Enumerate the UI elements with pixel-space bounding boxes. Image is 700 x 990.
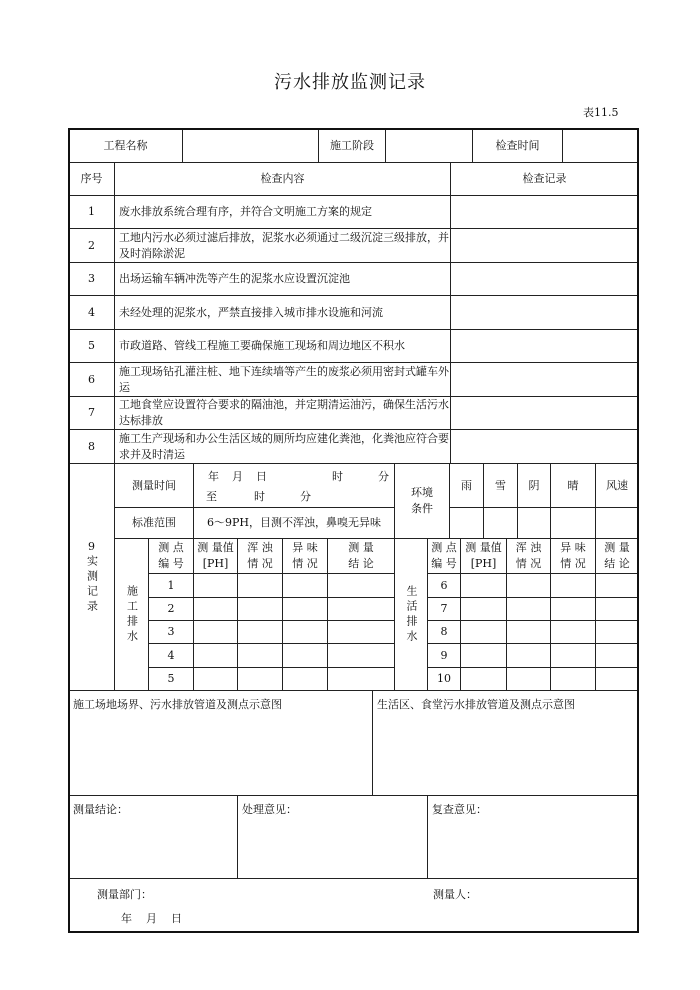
col-ph-value: 测 量值 [PH] (193, 538, 238, 574)
measure-cell[interactable] (237, 597, 283, 621)
measure-cell[interactable] (237, 667, 283, 691)
measure-cell[interactable] (282, 620, 328, 644)
item-no: 7 (68, 396, 115, 430)
section-9-label (68, 463, 115, 691)
item-content: 出场运输车辆冲洗等产生的泥浆水应设置沉淀池 (114, 262, 451, 296)
measure-cell[interactable] (460, 597, 507, 621)
item-record[interactable] (450, 329, 639, 363)
item-content: 市政道路、管线工程施工要确保施工现场和周边地区不积水 (114, 329, 451, 363)
point-number: 2 (148, 597, 194, 621)
measure-cell[interactable] (327, 620, 395, 644)
point-number: 5 (148, 667, 194, 691)
item-record[interactable] (450, 396, 639, 430)
measure-cell[interactable] (595, 597, 639, 621)
measure-cell[interactable] (595, 643, 639, 668)
project-name-field[interactable] (182, 128, 319, 163)
item-record[interactable] (450, 295, 639, 330)
project-name-label: 工程名称 (68, 128, 183, 163)
point-number: 9 (427, 643, 461, 668)
item-content: 施工现场钻孔灌注桩、地下连续墙等产生的废浆必须用密封式罐车外运 (114, 362, 451, 397)
item-no: 1 (68, 195, 115, 229)
construction-drainage-label: 施工排水 (114, 538, 149, 691)
item-no: 6 (68, 362, 115, 397)
measurer-label: 测量人： (433, 888, 477, 901)
col-point-no: 测 点 编 号 (148, 538, 194, 574)
measure-cell[interactable] (193, 643, 238, 668)
measure-cell[interactable] (193, 573, 238, 598)
check-time-label: 检查时间 (472, 128, 563, 163)
measure-cell[interactable] (282, 667, 328, 691)
section-9-title: 实测记录 (85, 554, 99, 615)
col-conclusion: 测 量 结 论 (327, 538, 395, 574)
measure-cell[interactable] (237, 573, 283, 598)
living-drainage-label: 生活排水 (394, 538, 428, 691)
measure-dept-label: 测量部门： (97, 888, 152, 901)
hour-label: 时 (254, 490, 265, 503)
env-rain: 雨 (449, 463, 484, 508)
stage-label: 施工阶段 (318, 128, 386, 163)
measure-cell[interactable] (460, 667, 507, 691)
standard-range-value: 6～9PH，目测不浑浊，鼻嗅无异味 (193, 507, 395, 539)
measure-cell[interactable] (550, 620, 596, 644)
item-record[interactable] (450, 262, 639, 296)
col-no-header: 序号 (68, 162, 115, 196)
col-ph-value: 测 量值 [PH] (460, 538, 507, 574)
point-number: 10 (427, 667, 461, 691)
item-no: 3 (68, 262, 115, 296)
living-sketch-area[interactable]: 生活区、食堂污水排放管道及测点示意图 (372, 690, 639, 796)
env-sunny: 晴 (550, 463, 596, 508)
item-content: 工地内污水必须过滤后排放，泥浆水必须通过二级沉淀三级排放，并及时消除淤泥 (114, 228, 451, 263)
measure-cell[interactable] (237, 620, 283, 644)
day-label: 日 (256, 470, 267, 483)
item-content: 工地食堂应设置符合要求的隔油池，并定期清运油污，确保生活污水达标排放 (114, 396, 451, 430)
measure-cell[interactable] (460, 643, 507, 668)
measure-cell[interactable] (282, 597, 328, 621)
item-record[interactable] (450, 228, 639, 263)
measure-cell[interactable] (550, 667, 596, 691)
form-code: 表11.5 (583, 106, 619, 119)
point-number: 1 (148, 573, 194, 598)
item-no: 4 (68, 295, 115, 330)
col-point-no: 测 点 编 号 (427, 538, 461, 574)
measure-cell[interactable] (506, 667, 551, 691)
point-number: 7 (427, 597, 461, 621)
measure-time-label: 测量时间 (114, 463, 194, 508)
measure-cell[interactable] (506, 597, 551, 621)
measure-cell[interactable] (282, 573, 328, 598)
env-wind-speed-field[interactable] (595, 507, 639, 539)
measure-cell[interactable] (327, 643, 395, 668)
item-content: 未经处理的泥浆水，严禁直接排入城市排水设施和河流 (114, 295, 451, 330)
env-condition-label: 环境条件 (394, 463, 450, 539)
measure-cell[interactable] (327, 667, 395, 691)
measure-cell[interactable] (595, 667, 639, 691)
col-record-header: 检查记录 (450, 162, 639, 196)
item-content: 废水排放系统合理有序，并符合文明施工方案的规定 (114, 195, 451, 229)
measure-cell[interactable] (237, 643, 283, 668)
item-record[interactable] (450, 429, 639, 464)
stage-field[interactable] (385, 128, 473, 163)
review-opinion-field[interactable]: 复查意见： (427, 795, 639, 879)
signature-area (68, 878, 639, 933)
item-no: 8 (68, 429, 115, 464)
point-number: 6 (427, 573, 461, 598)
measure-cell[interactable] (550, 597, 596, 621)
col-turbidity: 浑 浊 情 况 (506, 538, 551, 574)
measure-cell[interactable] (193, 597, 238, 621)
env-overcast: 阴 (517, 463, 551, 508)
measure-time-field[interactable] (193, 463, 395, 508)
env-sunny-field[interactable] (550, 507, 596, 539)
measure-cell[interactable] (460, 573, 507, 598)
to-label: 至 (206, 490, 217, 503)
env-overcast-field[interactable] (517, 507, 551, 539)
item-content: 施工生产现场和办公生活区域的厕所均应建化粪池，化粪池应符合要求并及时清运 (114, 429, 451, 464)
col-odor: 异 味 情 况 (282, 538, 328, 574)
conclusion-field[interactable]: 测量结论： (68, 795, 238, 879)
col-conclusion: 测 量 结 论 (595, 538, 639, 574)
col-content-header: 检查内容 (114, 162, 451, 196)
item-record[interactable] (450, 362, 639, 397)
minute-label: 分 (300, 490, 311, 503)
point-number: 8 (427, 620, 461, 644)
page-title: 污水排放监测记录 (274, 72, 426, 93)
measure-cell[interactable] (327, 573, 395, 598)
item-no: 2 (68, 228, 115, 263)
minute-label: 分 (378, 470, 389, 483)
standard-range-label: 标准范围 (114, 507, 194, 539)
item-no: 5 (68, 329, 115, 363)
measure-cell[interactable] (193, 620, 238, 644)
hour-label: 时 (332, 470, 343, 483)
measure-cell[interactable] (595, 620, 639, 644)
measure-cell[interactable] (282, 643, 328, 668)
measure-cell[interactable] (193, 667, 238, 691)
point-number: 4 (148, 643, 194, 668)
measure-cell[interactable] (550, 643, 596, 668)
measure-cell[interactable] (327, 597, 395, 621)
col-odor: 异 味 情 况 (550, 538, 596, 574)
date-label: 年 月 日 (121, 912, 182, 925)
env-snow-field[interactable] (483, 507, 518, 539)
col-turbidity: 浑 浊 情 况 (237, 538, 283, 574)
year-label: 年 (208, 470, 219, 483)
env-snow: 雪 (483, 463, 518, 508)
handling-opinion-field[interactable]: 处理意见： (237, 795, 428, 879)
env-wind-speed: 风速 (595, 463, 639, 508)
measure-cell[interactable] (506, 643, 551, 668)
construction-sketch-area[interactable]: 施工场地场界、污水排放管道及测点示意图 (68, 690, 373, 796)
env-rain-field[interactable] (449, 507, 484, 539)
point-number: 3 (148, 620, 194, 644)
month-label: 月 (232, 470, 243, 483)
measure-cell[interactable] (506, 573, 551, 598)
measure-cell[interactable] (506, 620, 551, 644)
measure-cell[interactable] (595, 573, 639, 598)
section-9-number: 9 (88, 540, 95, 554)
measure-cell[interactable] (460, 620, 507, 644)
measure-cell[interactable] (550, 573, 596, 598)
check-time-field[interactable] (562, 128, 639, 163)
item-record[interactable] (450, 195, 639, 229)
